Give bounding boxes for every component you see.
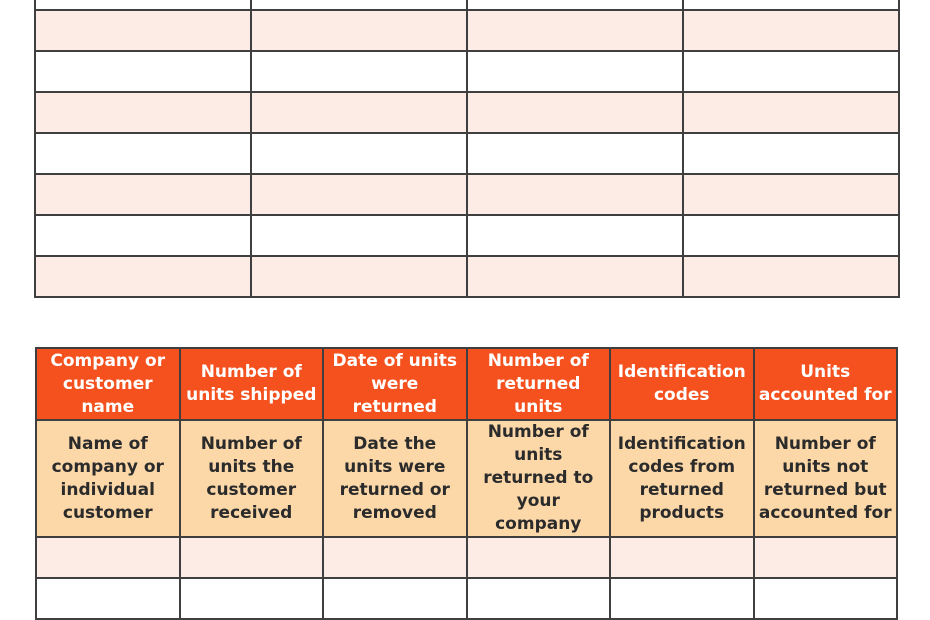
table-row bbox=[35, 174, 899, 215]
blank-cell[interactable] bbox=[323, 578, 467, 619]
blank-cell[interactable] bbox=[251, 174, 467, 215]
table-row bbox=[35, 215, 899, 256]
blank-cell[interactable] bbox=[467, 92, 683, 133]
blank-cell[interactable] bbox=[754, 537, 898, 578]
blank-cell[interactable] bbox=[467, 215, 683, 256]
blank-cell[interactable] bbox=[251, 256, 467, 297]
blank-cell[interactable] bbox=[35, 215, 251, 256]
description-date-returned: Date the units were returned or removed bbox=[323, 420, 467, 537]
blank-cell[interactable] bbox=[251, 0, 467, 10]
description-units-shipped: Number of units the customer received bbox=[180, 420, 324, 537]
blank-cell[interactable] bbox=[251, 92, 467, 133]
upper-blank-table bbox=[34, 0, 900, 298]
blank-cell[interactable] bbox=[683, 92, 899, 133]
description-identification-codes: Identification codes from returned products bbox=[610, 420, 754, 537]
blank-cell[interactable] bbox=[35, 256, 251, 297]
blank-cell[interactable] bbox=[610, 537, 754, 578]
blank-cell[interactable] bbox=[467, 133, 683, 174]
blank-cell[interactable] bbox=[35, 51, 251, 92]
table-row bbox=[36, 578, 897, 619]
column-header-returned-units: Number of returned units bbox=[467, 348, 611, 420]
blank-cell[interactable] bbox=[36, 578, 180, 619]
column-header-identification-codes: Identification codes bbox=[610, 348, 754, 420]
blank-cell[interactable] bbox=[35, 10, 251, 51]
blank-cell[interactable] bbox=[683, 215, 899, 256]
blank-cell[interactable] bbox=[251, 51, 467, 92]
blank-cell[interactable] bbox=[683, 256, 899, 297]
column-header-units-accounted: Units accounted for bbox=[754, 348, 898, 420]
table-row bbox=[36, 537, 897, 578]
blank-cell[interactable] bbox=[467, 51, 683, 92]
blank-cell[interactable] bbox=[467, 256, 683, 297]
blank-cell[interactable] bbox=[683, 0, 899, 10]
blank-cell[interactable] bbox=[683, 174, 899, 215]
blank-cell[interactable] bbox=[35, 92, 251, 133]
column-header-date-returned: Date of units were returned bbox=[323, 348, 467, 420]
blank-cell[interactable] bbox=[683, 10, 899, 51]
blank-cell[interactable] bbox=[467, 0, 683, 10]
table-row bbox=[35, 256, 899, 297]
blank-cell[interactable] bbox=[251, 215, 467, 256]
table-row bbox=[35, 0, 899, 10]
header-row bbox=[36, 348, 897, 420]
description-units-accounted: Number of units not returned but accounted for bbox=[754, 420, 898, 537]
blank-cell[interactable] bbox=[610, 578, 754, 619]
blank-cell[interactable] bbox=[35, 133, 251, 174]
returns-log-table bbox=[35, 347, 898, 620]
description-row bbox=[36, 420, 897, 537]
blank-cell[interactable] bbox=[180, 537, 324, 578]
table-row bbox=[35, 92, 899, 133]
blank-cell[interactable] bbox=[323, 537, 467, 578]
blank-cell[interactable] bbox=[467, 537, 611, 578]
column-header-company: Company or customer name bbox=[36, 348, 180, 420]
blank-cell[interactable] bbox=[251, 133, 467, 174]
blank-cell[interactable] bbox=[35, 0, 251, 10]
blank-cell[interactable] bbox=[683, 133, 899, 174]
description-company: Name of company or individual customer bbox=[36, 420, 180, 537]
blank-cell[interactable] bbox=[36, 537, 180, 578]
blank-cell[interactable] bbox=[180, 578, 324, 619]
table-row bbox=[35, 10, 899, 51]
column-header-units-shipped: Number of units shipped bbox=[180, 348, 324, 420]
description-returned-units: Number of units returned to your company bbox=[467, 420, 611, 537]
blank-cell[interactable] bbox=[683, 51, 899, 92]
blank-cell[interactable] bbox=[467, 174, 683, 215]
blank-cell[interactable] bbox=[467, 10, 683, 51]
blank-cell[interactable] bbox=[35, 174, 251, 215]
blank-cell[interactable] bbox=[754, 578, 898, 619]
table-row bbox=[35, 51, 899, 92]
blank-cell[interactable] bbox=[467, 578, 611, 619]
table-row bbox=[35, 133, 899, 174]
blank-cell[interactable] bbox=[251, 10, 467, 51]
